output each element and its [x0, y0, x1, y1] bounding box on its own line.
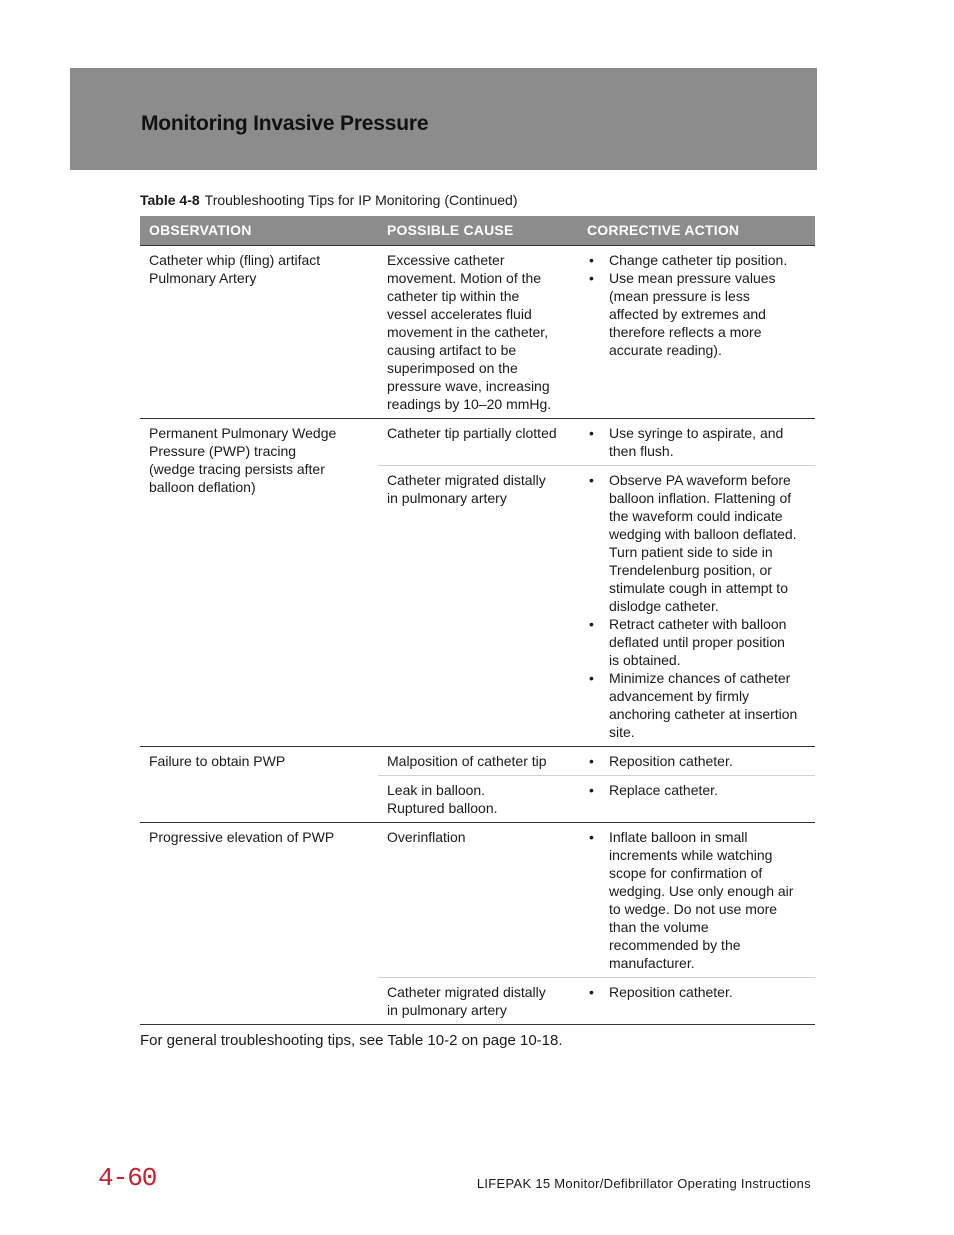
cause-line: Malposition of catheter tip [387, 753, 547, 769]
header-observation: OBSERVATION [140, 216, 378, 246]
cause-line: Catheter migrated distally [387, 984, 546, 1000]
action-list-item [587, 983, 806, 1001]
action-list-item [587, 781, 806, 799]
cause-line: superimposed on the [387, 360, 518, 376]
action-list [587, 983, 806, 1001]
action-line: Turn patient side to side in [609, 544, 773, 560]
action-list [587, 424, 806, 460]
action-line: Trendelenburg position, or [609, 562, 772, 578]
section-header-band [70, 68, 817, 170]
cause-line: Overinflation [387, 829, 466, 845]
action-line: • Change catheter tip position. [609, 252, 788, 268]
observation-line: Pulmonary Artery [149, 270, 257, 286]
section-title: Monitoring Invasive Pressure [141, 112, 429, 135]
action-line: • Inflate balloon in small [609, 829, 748, 845]
cause-line: Excessive catheter [387, 252, 505, 268]
observation-line: Pressure (PWP) tracing [149, 443, 297, 459]
action-list [587, 752, 806, 770]
action-list-item [587, 828, 806, 972]
action-list [587, 828, 806, 972]
action-list [587, 251, 806, 359]
observation-cell [140, 246, 378, 419]
action-line: accurate reading). [609, 342, 722, 358]
table-header-row [140, 216, 815, 246]
corrective-action-cell [578, 823, 815, 978]
possible-cause-cell [378, 776, 578, 823]
action-list-item [587, 669, 806, 741]
action-list-item [587, 424, 806, 460]
action-line: site. [609, 724, 635, 740]
action-line: • Reposition catheter. [609, 753, 733, 769]
corrective-action-cell [578, 419, 815, 466]
header-corrective-action: CORRECTIVE ACTION [578, 216, 815, 246]
table-caption-title: Troubleshooting Tips for IP Monitoring (Continued) [204, 192, 518, 208]
action-list-item [587, 251, 806, 269]
action-line: the waveform could indicate [609, 508, 783, 524]
cause-line: in pulmonary artery [387, 490, 507, 506]
action-line: wedging with balloon deflated. [609, 526, 797, 542]
table-row [140, 823, 815, 978]
action-line: deflated until proper position [609, 634, 785, 650]
table-row [140, 747, 815, 776]
action-line: manufacturer. [609, 955, 695, 971]
action-line: dislodge catheter. [609, 598, 719, 614]
cause-line: catheter tip within the [387, 288, 520, 304]
corrective-action-cell [578, 747, 815, 776]
cause-line: Catheter tip partially clotted [387, 425, 557, 441]
action-list-item [587, 471, 806, 615]
action-list-item [587, 752, 806, 770]
action-line: stimulate cough in attempt to [609, 580, 788, 596]
table-body [140, 246, 815, 1025]
action-line: • Use syringe to aspirate, and [609, 425, 784, 441]
action-list [587, 781, 806, 799]
footnote: For general troubleshooting tips, see Table 10-2 on page 10-18. [140, 1032, 563, 1049]
cause-line: movement. Motion of the [387, 270, 542, 286]
corrective-action-cell [578, 978, 815, 1025]
action-line: advancement by firmly [609, 688, 750, 704]
possible-cause-cell [378, 246, 578, 419]
possible-cause-cell [378, 466, 578, 747]
action-list [587, 471, 806, 741]
document-title: LIFEPAK 15 Monitor/Defibrillator Operating Instructions [476, 1176, 811, 1191]
corrective-action-cell [578, 246, 815, 419]
observation-line: Progressive elevation of PWP [149, 829, 335, 845]
observation-line: (wedge tracing persists after [149, 461, 325, 477]
action-list-item [587, 615, 806, 669]
table-row [140, 419, 815, 466]
action-line: is obtained. [609, 652, 681, 668]
cause-line: movement in the catheter, [387, 324, 549, 340]
action-line: • Minimize chances of catheter [609, 670, 791, 686]
action-line: affected by extremes and [609, 306, 766, 322]
possible-cause-cell [378, 978, 578, 1025]
action-line: • Use mean pressure values [609, 270, 776, 286]
observation-cell [140, 419, 378, 747]
action-line: therefore reflects a more [609, 324, 762, 340]
observation-cell [140, 823, 378, 1025]
observation-cell [140, 747, 378, 823]
cause-line: pressure wave, increasing [387, 378, 550, 394]
action-line: to wedge. Do not use more [609, 901, 778, 917]
observation-line: Catheter whip (fling) artifact [149, 252, 321, 268]
table-row [140, 246, 815, 419]
action-line: balloon inflation. Flattening of [609, 490, 792, 506]
possible-cause-cell [378, 823, 578, 978]
table-caption-label: Table 4-8 [140, 192, 200, 208]
possible-cause-cell [378, 419, 578, 466]
cause-line: Ruptured balloon. [387, 800, 498, 816]
action-line: • Reposition catheter. [609, 984, 733, 1000]
action-line: than the volume [609, 919, 709, 935]
header-possible-cause: POSSIBLE CAUSE [378, 216, 578, 246]
cause-line: readings by 10–20 mmHg. [387, 396, 552, 412]
possible-cause-cell [378, 747, 578, 776]
action-line: (mean pressure is less [609, 288, 750, 304]
action-line: increments while watching [609, 847, 773, 863]
troubleshooting-table [140, 216, 815, 1025]
corrective-action-cell [578, 466, 815, 747]
action-line: recommended by the [609, 937, 741, 953]
cause-line: Catheter migrated distally [387, 472, 546, 488]
observation-line: Permanent Pulmonary Wedge [149, 425, 337, 441]
cause-line: Leak in balloon. [387, 782, 486, 798]
cause-line: in pulmonary artery [387, 1002, 507, 1018]
action-line: wedging. Use only enough air [609, 883, 794, 899]
action-line: • Retract catheter with balloon [609, 616, 787, 632]
action-line: scope for confirmation of [609, 865, 763, 881]
page-number: 4-60 [98, 1163, 157, 1193]
action-line: • Replace catheter. [609, 782, 718, 798]
action-line: • Observe PA waveform before [609, 472, 791, 488]
observation-line: balloon deflation) [149, 479, 256, 495]
cause-line: vessel accelerates fluid [387, 306, 532, 322]
action-line: then flush. [609, 443, 674, 459]
action-line: anchoring catheter at insertion [609, 706, 798, 722]
table-caption [140, 192, 518, 208]
observation-line: Failure to obtain PWP [149, 753, 286, 769]
cause-line: causing artifact to be [387, 342, 517, 358]
corrective-action-cell [578, 776, 815, 823]
action-list-item [587, 269, 806, 359]
